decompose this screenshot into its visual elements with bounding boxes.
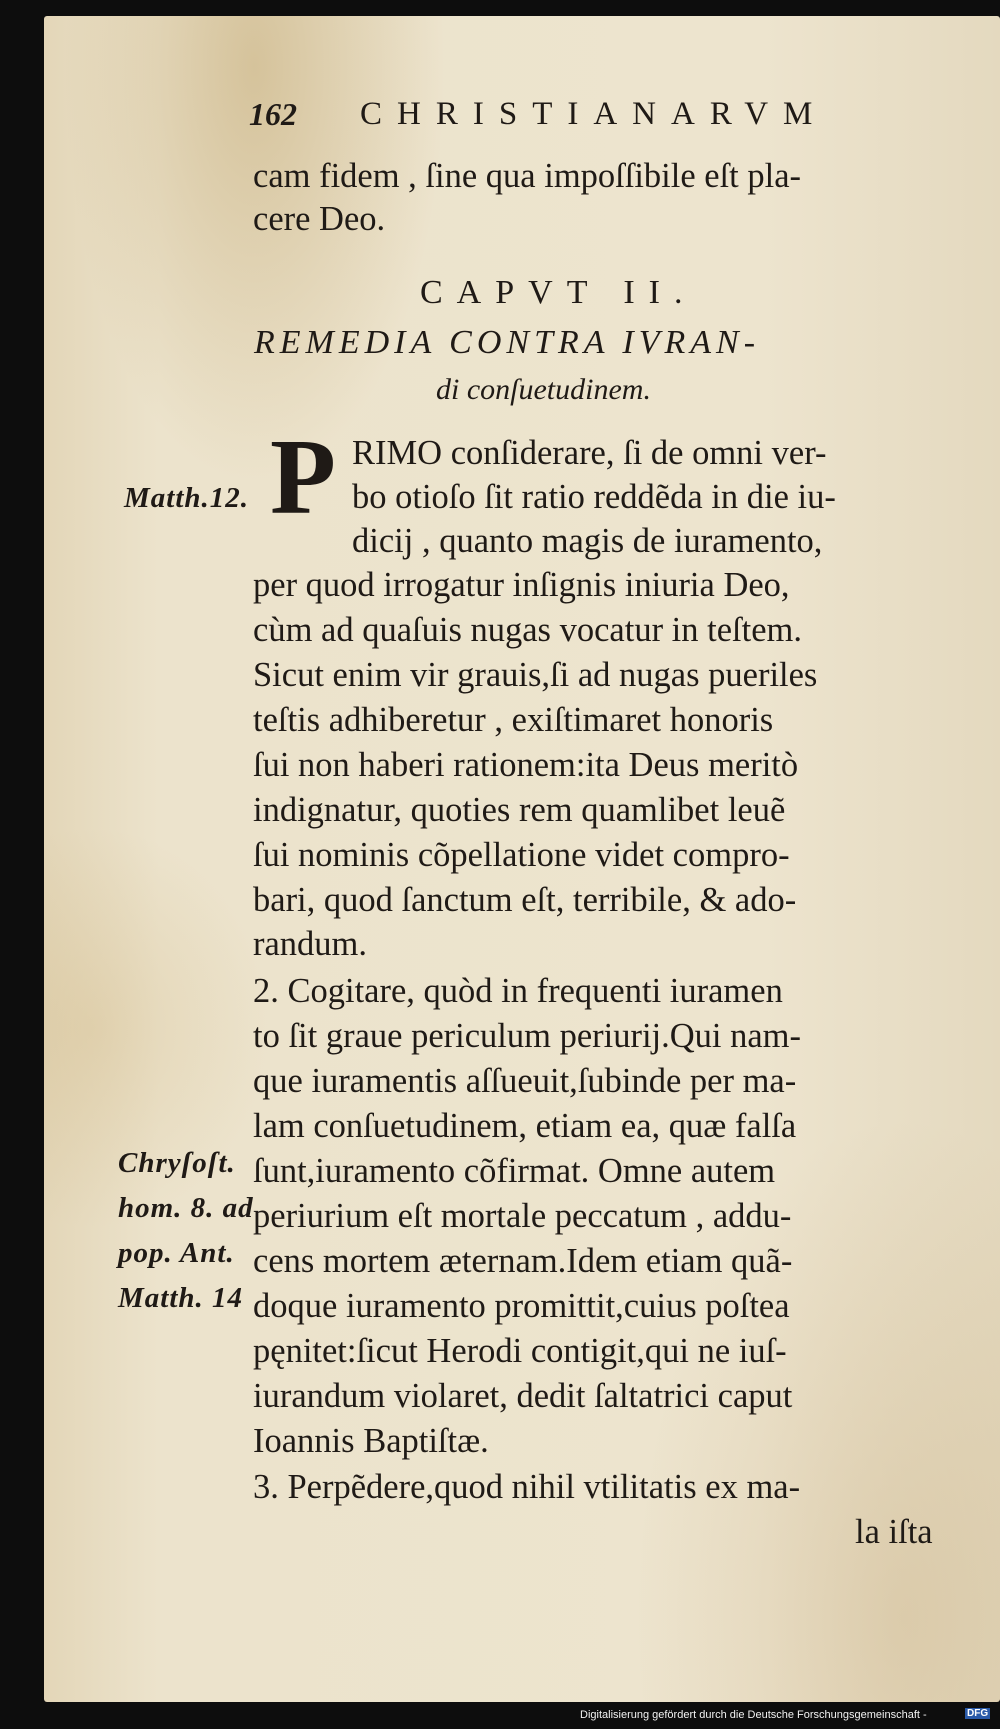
- margin-note: pop. Ant.: [118, 1237, 235, 1269]
- text-line: que iuramentis aſſueuit,ſubinde per ma-: [253, 1062, 797, 1100]
- text-line: iurandum violaret, dedit ſaltatrici caput: [253, 1377, 793, 1415]
- text-line: Sicut enim vir grauis,ſi ad nugas pueriles: [253, 656, 818, 694]
- text-line: cùm ad quaſuis nugas vocatur in teſtem.: [253, 611, 802, 649]
- text-line: doque iuramento promittit,cuius poſtea: [253, 1287, 790, 1325]
- text-line: per quod irrogatur inſignis iniuria Deo,: [253, 566, 790, 604]
- text-line: to ſit graue periculum periurij.Qui nam-: [253, 1017, 802, 1055]
- text-line: randum.: [253, 925, 368, 963]
- text-line: dicij , quanto magis de iuramento,: [352, 522, 823, 560]
- text-line: cam fidem , ſine qua impoſſibile eſt pla-: [253, 157, 802, 195]
- text-line: periurium eſt mortale peccatum , addu-: [253, 1197, 792, 1235]
- text-line: cere Deo.: [253, 200, 386, 238]
- text-line: cens mortem æternam.Idem etiam quã-: [253, 1242, 793, 1280]
- text-line: ſui non haberi rationem:ita Deus meritò: [253, 746, 799, 784]
- drop-cap: P: [270, 418, 336, 537]
- text-line: RIMO conſiderare, ſi de omni ver-: [352, 434, 827, 472]
- text-line: 3. Perpẽdere,quod nihil vtilitatis ex ma-: [253, 1468, 801, 1506]
- text-line: ſunt,iuramento cõfirmat. Omne autem: [253, 1152, 776, 1190]
- dfg-logo: DFG: [967, 1708, 989, 1719]
- running-title: CHRISTIANARVM: [360, 96, 828, 132]
- text-line: bari, quod ſanctum eſt, terribile, & ado-: [253, 881, 797, 919]
- text-line: indignatur, quoties rem quamlibet leuẽ: [253, 791, 786, 829]
- page-number: 162: [249, 96, 297, 132]
- text-line: Ioannis Baptiſtæ.: [253, 1422, 489, 1460]
- text-line: lam conſuetudinem, etiam ea, quæ falſa: [253, 1107, 797, 1145]
- catchword: la iſta: [855, 1513, 933, 1551]
- digitization-credit: Digitalisierung gefördert durch die Deutsche Forschungsgemeinschaft -: [580, 1709, 927, 1721]
- margin-note: hom. 8. ad: [118, 1192, 254, 1224]
- text-line: bo otioſo ſit ratio reddẽda in die iu-: [352, 478, 836, 516]
- text-line: ſui nominis cõpellatione videt compro-: [253, 836, 790, 874]
- chapter-title: CAPVT II.: [420, 274, 697, 311]
- text-line: teſtis adhiberetur , exiſtimaret honoris: [253, 701, 774, 739]
- section-title-continued: di conſuetudinem.: [436, 373, 651, 406]
- text-line: pęnitet:ſicut Herodi contigit,qui ne iuſ-: [253, 1332, 787, 1370]
- margin-note: Matth.12.: [124, 482, 250, 514]
- margin-note: Matth. 14: [118, 1282, 244, 1314]
- section-title: REMEDIA CONTRA IVRAN-: [254, 324, 761, 361]
- text-line: 2. Cogitare, quòd in frequenti iuramen: [253, 972, 783, 1010]
- margin-note: Chryſoſt.: [118, 1147, 236, 1179]
